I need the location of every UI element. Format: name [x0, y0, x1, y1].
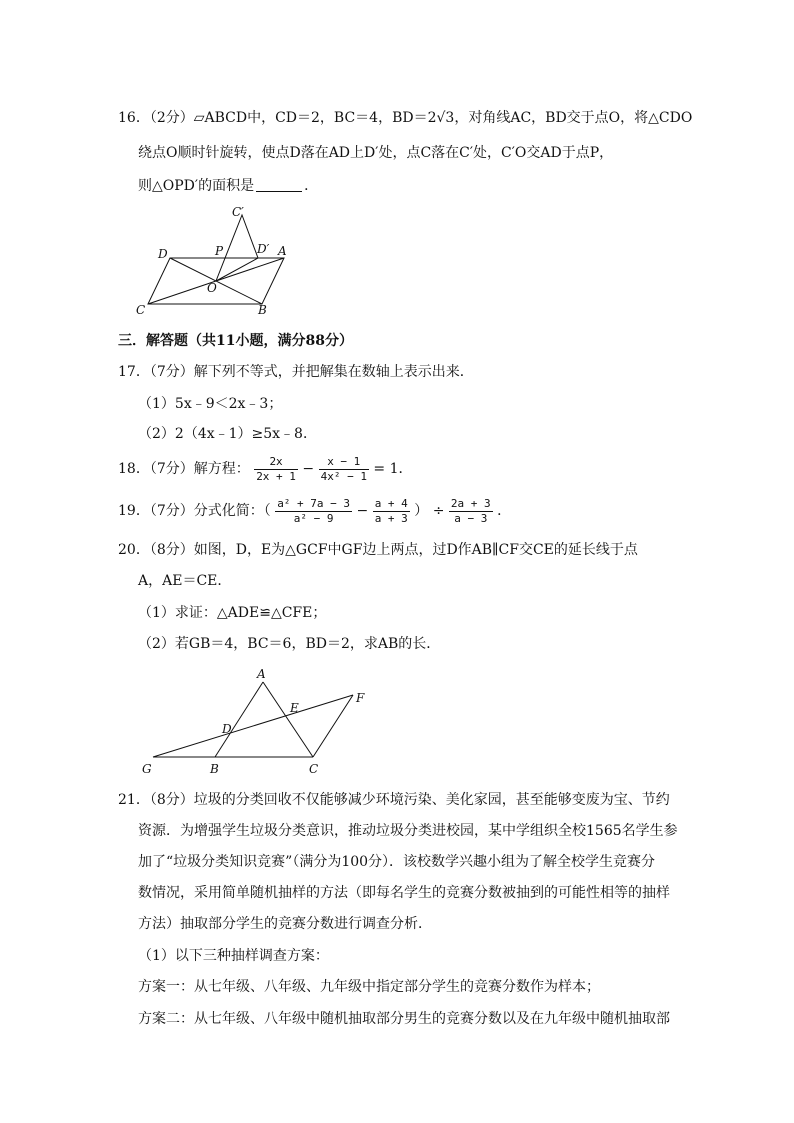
q16-line3 [138, 176, 318, 196]
q16-line1: 16．（2分）▱ABCD中，CD＝2，BC＝4，BD＝2√3，对角线AC，BD交于点O，将△CDO [118, 110, 693, 126]
q19-fraction-3: $\frac{2a + 3}{a - 3}$ [450, 496, 491, 525]
label-d-prime: D′ [257, 242, 270, 256]
q20-line2: A，AE＝CE． [138, 573, 232, 589]
label-o: O [207, 281, 217, 295]
q21-plan1: 方案一：从七年级、八年级、九年级中指定部分学生的竞赛分数作为样本； [138, 979, 600, 995]
q18 [118, 452, 412, 486]
q20-part1: （1）求证：△ADE≌△CFE； [138, 605, 327, 621]
q21-plan2: 方案二：从七年级、八年级中随机抽取部分男生的竞赛分数以及在九年级中随机抽取部 [138, 1011, 670, 1027]
label-d: D [158, 247, 168, 261]
q20-part2: （2）若GB＝4，BC＝6，BD＝2，求AB的长． [138, 636, 441, 652]
segment-cf [313, 695, 353, 757]
q16-line3-text: 则△OPD′的面积是 [138, 178, 255, 194]
q17-stem: 17．（7分）解下列不等式，并把解集在数轴上表示出来． [118, 364, 474, 380]
q19-fraction-1: $\frac{\text{a² + 7a − 3}}{\text{a² − 9}}$ [277, 496, 351, 525]
label-e: E [290, 701, 299, 715]
label-c: C [309, 762, 319, 776]
q21-line5: 方法）抽取部分学生的竞赛分数进行调查分析． [138, 916, 432, 932]
q19-mid: ） ÷ [414, 503, 445, 519]
q16-line3-end: ． [304, 178, 319, 194]
parallelogram-figure [130, 200, 300, 320]
q19-tail: ． [497, 503, 512, 519]
q16-line2: 绕点O顺时针旋转，使点D落在AD上D′处，点C落在C′处，C′O交AD于点P， [138, 145, 614, 161]
q21-line4: 数情况，采用简单随机抽样的方法（即每名学生的竞赛分数被抽到的可能性相等的抽样 [138, 885, 670, 901]
q21-line2: 资源．为增强学生垃圾分类意识，推动垃圾分类进校园，某中学组织全校1565名学生参 [138, 823, 678, 839]
q18-minus: − [302, 461, 315, 477]
q18-fraction-1: $\frac{2x}{2x + 1}$ [256, 454, 296, 483]
section-title: 三．解答题（共11小题，满分88分） [118, 333, 353, 349]
q20-line1: 20．（8分）如图，D，E为△GCF中GF边上两点，过D作AB∥CF交CE的延长线于点 [118, 542, 638, 558]
q18-fraction-2: $\frac{x - 1}{\text{4x² − 1}}$ [320, 454, 367, 483]
q17-part2: （2）2（4x﹣1）≥5x﹣8． [138, 426, 317, 442]
label-a: A [278, 244, 287, 258]
q19-stem: 19．（7分）分式化简：（ [118, 503, 271, 519]
q17-part1: （1）5x﹣9＜2x﹣3； [138, 396, 283, 412]
q18-stem: 18．（7分）解方程： [118, 461, 250, 477]
label-f: F [356, 691, 365, 705]
label-b: B [210, 762, 219, 776]
q21-line1: 21．（8分）垃圾的分类回收不仅能够减少环境污染、美化家园，甚至能够变废为宝、节约 [118, 792, 670, 808]
segment-ab [215, 682, 263, 757]
q21-part1: （1）以下三种抽样调查方案： [138, 948, 329, 964]
q18-tail: = 1． [373, 461, 413, 477]
label-b: B [258, 303, 267, 317]
segment-ac [263, 682, 313, 757]
triangle-figure [135, 660, 375, 780]
q21-line3: 加了“垃圾分类知识竞赛”（满分为100分）．该校数学兴趣小组为了解全校学生竞赛分 [138, 854, 656, 870]
segment-gf [153, 695, 353, 757]
label-a: A [257, 667, 266, 681]
label-c-prime: C′ [232, 205, 244, 219]
q19 [118, 494, 511, 528]
q19-fraction-2: $\frac{a + 4}{a + 3}$ [374, 496, 408, 525]
label-g: G [142, 762, 152, 776]
answer-blank [256, 177, 302, 192]
label-p: P [215, 244, 224, 258]
q19-minus: − [356, 503, 369, 519]
label-d: D [222, 722, 232, 736]
label-c: C [136, 303, 146, 317]
